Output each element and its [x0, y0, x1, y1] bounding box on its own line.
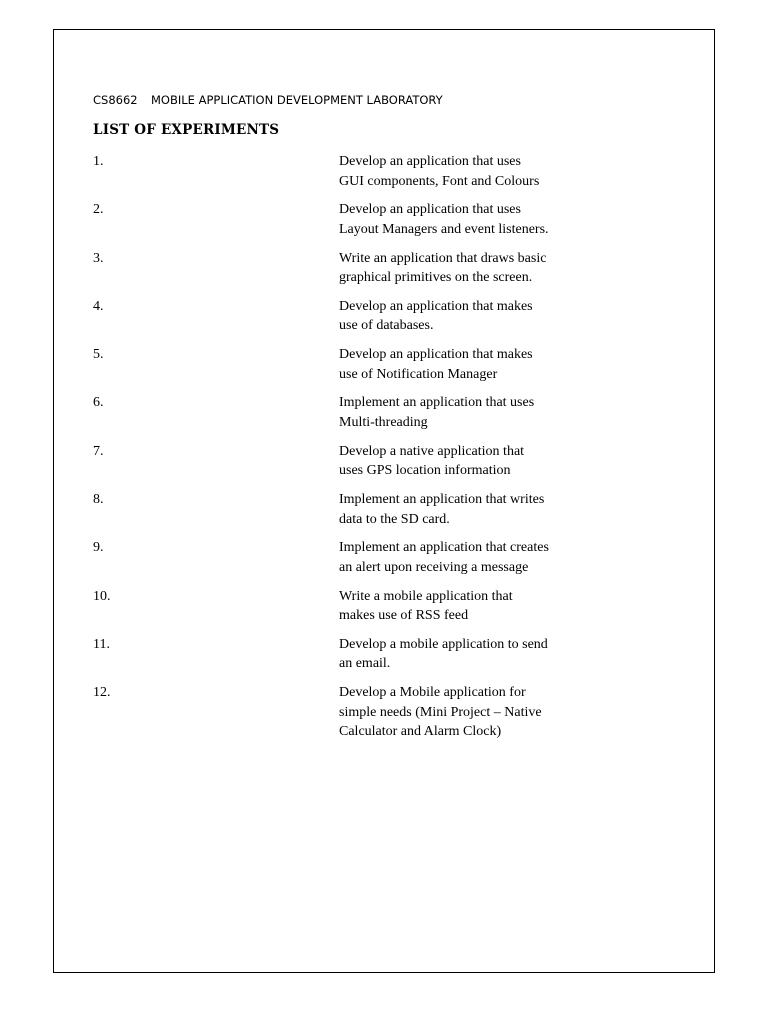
- list-item: [93, 683, 693, 740]
- experiment-title: [339, 249, 599, 288]
- experiment-title-line: Write a mobile application that: [339, 588, 513, 604]
- experiment-title-line: Multi-threading: [339, 414, 428, 430]
- list-item: [93, 152, 693, 200]
- experiment-title-line: Develop an application that uses: [339, 202, 521, 218]
- experiment-title: [339, 297, 599, 336]
- experiment-title-line: Develop an application that uses: [339, 154, 521, 169]
- page-title: LIST OF EXPERIMENTS: [93, 122, 280, 138]
- list-item: [93, 345, 693, 393]
- experiment-number: 6.: [93, 395, 104, 411]
- experiment-title-line: Develop a mobile application to send: [339, 636, 548, 652]
- list-item: [93, 635, 693, 683]
- experiment-title-line: simple needs (Mini Project – Native: [339, 704, 542, 720]
- experiment-title-line: use of Notification Manager: [339, 366, 498, 382]
- experiment-title-line: data to the SD card.: [339, 511, 450, 527]
- list-item: [93, 200, 693, 248]
- experiment-number: 9.: [93, 540, 104, 556]
- course-title: MOBILE APPLICATION DEVELOPMENT LABORATORY: [151, 93, 443, 107]
- experiment-title-line: Write an application that draws basic: [339, 250, 547, 266]
- experiment-title: [339, 152, 599, 191]
- list-item: [93, 538, 693, 586]
- experiment-number: 2.: [93, 202, 104, 218]
- experiment-number: 7.: [93, 443, 104, 459]
- experiment-number: 1.: [93, 154, 104, 169]
- experiment-number: 3.: [93, 250, 104, 266]
- experiment-number: 4.: [93, 298, 104, 314]
- experiment-title-line: Calculator and Alarm Clock): [339, 724, 502, 740]
- list-item: [93, 442, 693, 490]
- experiment-number: 11.: [93, 636, 110, 652]
- experiment-title: [339, 393, 599, 432]
- experiment-title: [339, 635, 599, 674]
- list-item: [93, 249, 693, 297]
- experiment-number: 10.: [93, 588, 111, 604]
- experiment-title-line: Layout Managers and event listeners.: [339, 221, 549, 237]
- experiment-number: 5.: [93, 347, 104, 363]
- experiment-title-line: GUI components, Font and Colours: [339, 173, 540, 189]
- experiment-title: [339, 683, 599, 742]
- experiment-title: [339, 200, 599, 239]
- experiment-title: [339, 490, 599, 529]
- experiment-title: [339, 345, 599, 384]
- list-item: [93, 393, 693, 441]
- list-item: [93, 490, 693, 538]
- list-item: [93, 587, 693, 635]
- list-item: [93, 297, 693, 345]
- experiment-title: [339, 587, 599, 626]
- course-header: [93, 93, 443, 107]
- experiment-number: 8.: [93, 492, 104, 508]
- experiment-title-line: Implement an application that uses: [339, 395, 535, 411]
- experiment-title-line: uses GPS location information: [339, 463, 511, 479]
- experiment-title-line: Develop an application that makes: [339, 298, 533, 314]
- experiment-title-line: use of databases.: [339, 318, 434, 334]
- experiment-title-line: makes use of RSS feed: [339, 608, 469, 624]
- experiment-list: [93, 152, 693, 740]
- experiment-title-line: an alert upon receiving a message: [339, 559, 529, 575]
- experiment-title-line: Implement an application that writes: [339, 492, 545, 508]
- course-code: CS8662: [93, 93, 138, 107]
- experiment-title-line: an email.: [339, 656, 391, 672]
- experiment-title: [339, 538, 599, 577]
- experiment-title-line: Develop an application that makes: [339, 347, 533, 363]
- experiment-title-line: Develop a Mobile application for: [339, 685, 526, 701]
- experiment-number: 12.: [93, 685, 111, 701]
- experiment-title: [339, 442, 599, 481]
- experiment-title-line: Develop a native application that: [339, 443, 525, 459]
- experiment-title-line: Implement an application that creates: [339, 540, 549, 556]
- experiment-title-line: graphical primitives on the screen.: [339, 270, 533, 286]
